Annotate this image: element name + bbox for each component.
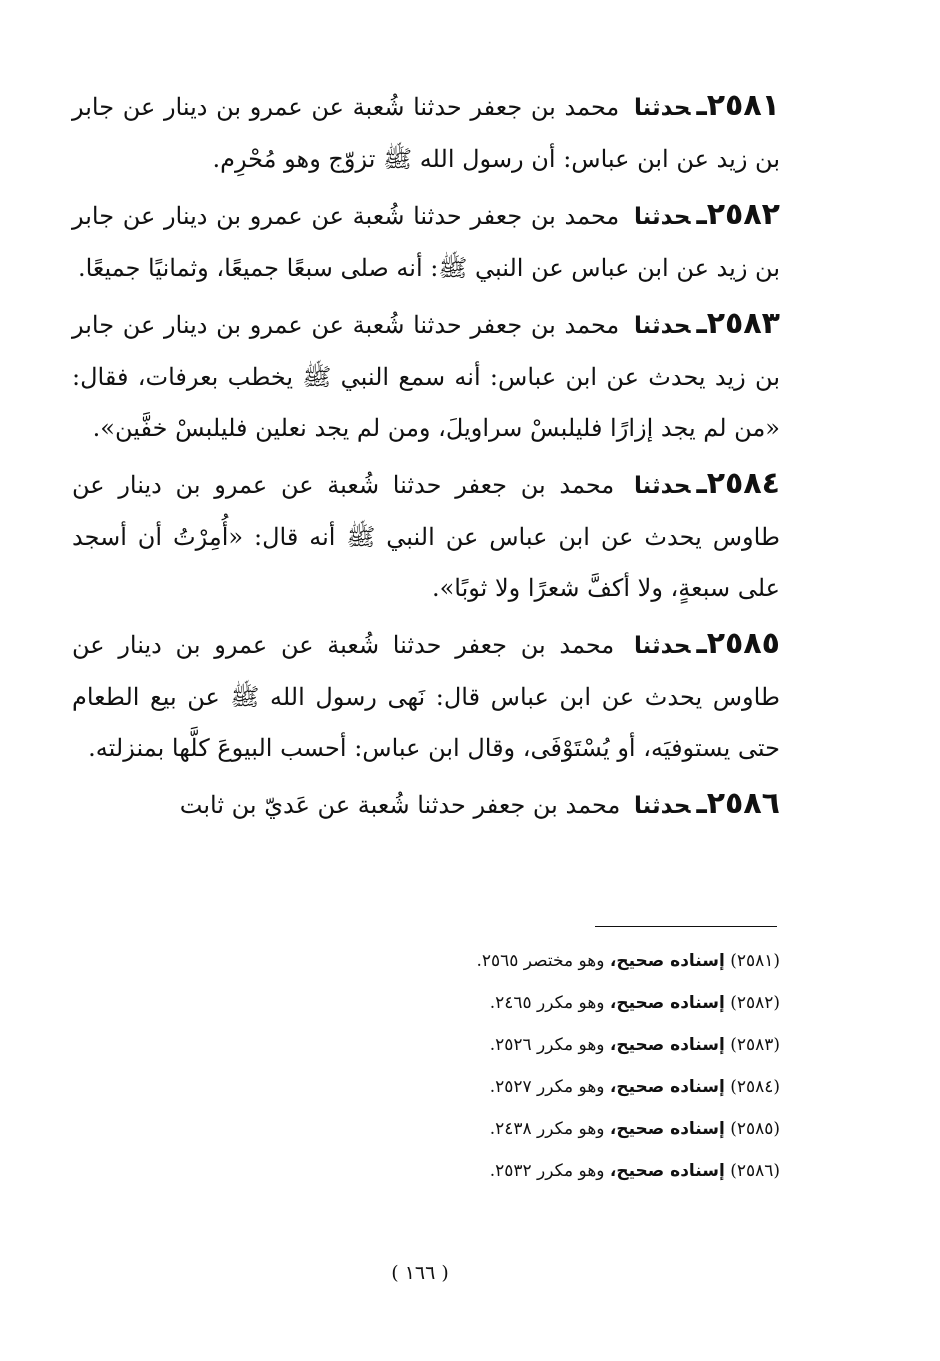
footnote-2585: [300, 1108, 780, 1150]
hadith-number: ٢٥٨٢ـ: [696, 197, 780, 232]
hadith-text: محمد بن جعفر حدثنا شُعبة عن عمرو بن دينار عن طاوس يحدث عن ابن عباس عن النبي ﷺ أنه قال: «أُمِرْتُ أن أسجد على سبعةٍ، ولا أكفَّ شعرًا ولا ثوبًا».: [72, 471, 780, 602]
hadith-2585: [72, 618, 780, 774]
hadith-number: ٢٥٨٣ـ: [696, 306, 780, 341]
footnote-2583: [300, 1024, 780, 1066]
main-text: [72, 80, 780, 836]
footnote-note: وهو مختصر ٢٥٦٥.: [476, 951, 605, 971]
footnote-grade: إسناده صحيح،: [609, 993, 725, 1013]
hadith-2583: [72, 298, 780, 454]
footnote-2584: [300, 1066, 780, 1108]
hadith-2584: [72, 458, 780, 614]
hadith-opening-word: حدثنا: [633, 313, 691, 339]
hadith-text: محمد بن جعفر حدثنا شُعبة عن عمرو بن دينار عن جابر بن زيد عن ابن عباس عن النبي ﷺ: أنه صلى سبعًا جميعًا، وثمانيًا جميعًا.: [72, 202, 780, 282]
hadith-opening-word: حدثنا: [633, 473, 691, 499]
hadith-text: محمد بن جعفر حدثنا شُعبة عن عمرو بن دينار عن طاوس يحدث عن ابن عباس قال: نَهى رسول الله ﷺ عن بيع الطعام حتى يستوفيَه، أو يُسْتَوْفَى، وقال ابن عباس: أحسب البيوعَ كلَّها بمنزلته.: [72, 631, 780, 762]
footnote-note: وهو مكرر ٢٥٢٦.: [489, 1035, 605, 1055]
footnote-ref: (٢٥٨٣): [730, 1035, 780, 1055]
footnote-separator: [595, 926, 777, 927]
footnotes: [300, 940, 780, 1192]
footnote-grade: إسناده صحيح،: [609, 1161, 725, 1181]
footnote-grade: إسناده صحيح،: [609, 1077, 725, 1097]
hadith-opening-word: حدثنا: [633, 95, 691, 121]
footnote-2582: [300, 982, 780, 1024]
footnote-ref: (٢٥٨٦): [730, 1161, 780, 1181]
footnote-ref: (٢٥٨٤): [730, 1077, 780, 1097]
hadith-opening-word: حدثنا: [633, 793, 691, 819]
hadith-text: محمد بن جعفر حدثنا شُعبة عن عَديّ بن ثابت: [179, 791, 621, 819]
footnote-2586: [300, 1150, 780, 1192]
footnote-grade: إسناده صحيح،: [609, 1119, 725, 1139]
page-number: ( ١٦٦ ): [391, 1262, 449, 1284]
hadith-number: ٢٥٨٤ـ: [696, 466, 780, 501]
hadith-2582: [72, 189, 780, 294]
hadith-opening-word: حدثنا: [633, 633, 691, 659]
footnote-grade: إسناده صحيح،: [609, 1035, 725, 1055]
footnote-ref: (٢٥٨٢): [730, 993, 780, 1013]
hadith-number: ٢٥٨٦ـ: [696, 786, 780, 821]
hadith-2586: [72, 778, 780, 832]
hadith-number: ٢٥٨٥ـ: [696, 626, 780, 661]
hadith-opening-word: حدثنا: [633, 204, 691, 230]
hadith-number: ٢٥٨١ـ: [696, 88, 780, 123]
footnote-ref: (٢٥٨١): [730, 951, 780, 971]
footnote-note: وهو مكرر ٢٤٣٨.: [489, 1119, 605, 1139]
footnote-note: وهو مكرر ٢٥٣٢.: [489, 1161, 605, 1181]
hadith-text: محمد بن جعفر حدثنا شُعبة عن عمرو بن دينار عن جابر بن زيد عن ابن عباس: أن رسول الله ﷺ تزوّج وهو مُحْرِم.: [72, 93, 780, 173]
footnote-note: وهو مكرر ٢٤٦٥.: [489, 993, 605, 1013]
footnote-ref: (٢٥٨٥): [730, 1119, 780, 1139]
hadith-2581: [72, 80, 780, 185]
hadith-text: محمد بن جعفر حدثنا شُعبة عن عمرو بن دينار عن جابر بن زيد يحدث عن ابن عباس: أنه سمع النبي ﷺ يخطب بعرفات، فقال: «من لم يجد إزارًا فليلبسْ سراويلَ، ومن لم يجد نعلين فليلبسْ خفَّين».: [72, 311, 780, 442]
footnote-note: وهو مكرر ٢٥٢٧.: [489, 1077, 605, 1097]
footnote-2581: [300, 940, 780, 982]
footnote-grade: إسناده صحيح،: [609, 951, 725, 971]
